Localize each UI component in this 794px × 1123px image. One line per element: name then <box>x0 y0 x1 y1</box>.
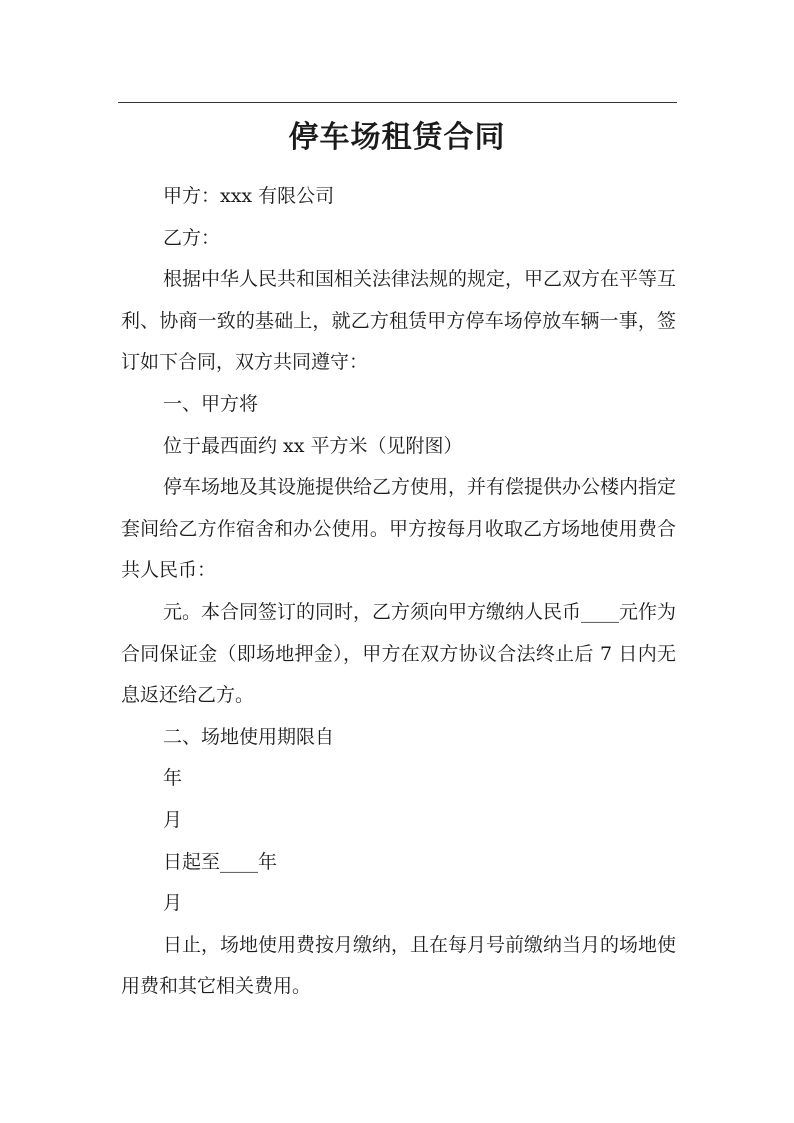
clause-2-heading: 二、场地使用期限自 <box>163 725 335 748</box>
month-line-2: 月 <box>163 892 183 915</box>
party-b-line: 乙方： <box>163 226 221 249</box>
party-a-line: 甲方：xxx 有限公司 <box>163 185 335 207</box>
preamble-paragraph: 根据中华人民共和国相关法律法规的规定，甲乙双方在平等互利、协商一致的基础上，就乙方租赁甲方停车场停放车辆一事，签订如下合同，双方共同遵守： <box>121 268 677 374</box>
year-line: 年 <box>163 767 183 790</box>
header-rule <box>118 102 677 103</box>
location-line: 位于最西面约 xx 平方米（见附图） <box>163 434 463 457</box>
document-title: 停车场租赁合同 <box>288 120 506 155</box>
deposit-paragraph: 元。本合同签订的同时，乙方须向甲方缴纳人民币____元作为合同保证金（即场地押金），甲方在双方协议合法终止后 7 日内无息返还给乙方。 <box>121 600 677 707</box>
document-body <box>121 176 676 1008</box>
facility-paragraph: 停车场地及其设施提供给乙方使用，并有偿提供办公楼内指定套间给乙方作宿舍和办公使用。甲方按每月收取乙方场地使用费合共人民币： <box>121 476 677 582</box>
month-line: 月 <box>163 808 183 831</box>
clause-1-heading: 一、甲方将 <box>163 392 259 415</box>
end-date-line: 日起至____年 <box>163 850 278 873</box>
payment-terms-paragraph: 日止，场地使用费按月缴纳，且在每月号前缴纳当月的场地使用费和其它相关费用。 <box>121 933 677 998</box>
